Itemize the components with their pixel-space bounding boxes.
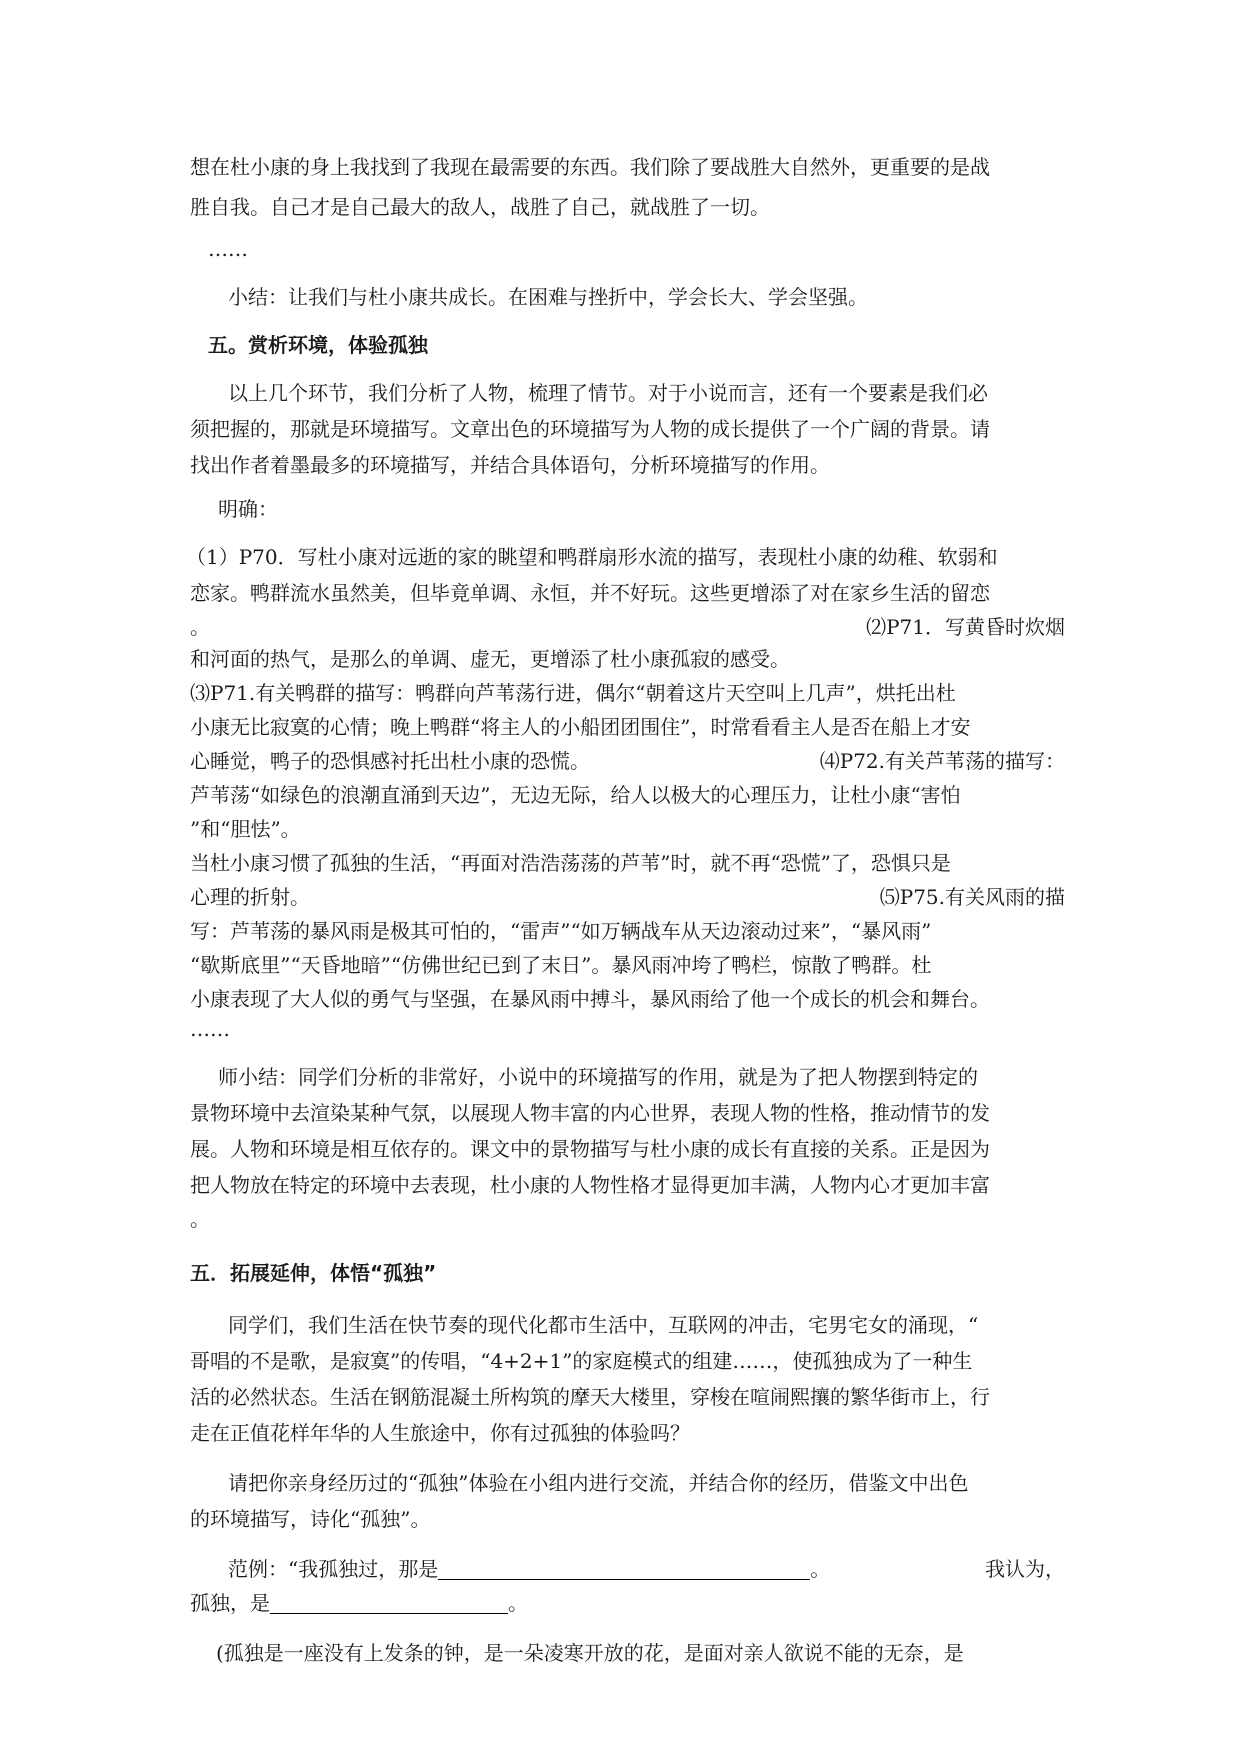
example-period: 。	[508, 1591, 528, 1615]
answer-line: 恋家。鸭群流水虽然美，但毕竟单调、永恒，并不好玩。这些更增添了对在家乡生活的留恋	[190, 581, 990, 605]
ellipsis: ……	[208, 237, 248, 261]
text-line: 的环境描写，诗化“孤独”。	[190, 1507, 431, 1531]
answer-line: 心理的折射。	[190, 885, 310, 909]
teacher-summary-line: 。	[190, 1207, 210, 1231]
answer-line: 小康表现了大人似的勇气与坚强，在暴风雨中搏斗，暴风雨给了他一个成长的机会和舞台。	[190, 987, 990, 1011]
answer-line: ⑵P71．写黄昏时炊烟	[866, 615, 1065, 639]
teacher-summary-line: 景物环境中去渲染某种气氛，以展现人物丰富的内心世界，表现人物的性格，推动情节的发	[190, 1101, 990, 1125]
section-heading: 五．拓展延伸，体悟“孤独”	[190, 1261, 437, 1285]
answer-line: 心睡觉，鸭子的恐惧感衬托出杜小康的恐慌。	[190, 749, 590, 773]
text-line: 走在正值花样年华的人生旅途中，你有过孤独的体验吗？	[190, 1421, 690, 1445]
label-mingque: 明确：	[218, 497, 278, 521]
example-prefix: 范例：“我孤独过，那是	[228, 1557, 439, 1581]
answer-line: （1）P70．写杜小康对远逝的家的眺望和鸭群扇形水流的描写，表现杜小康的幼稚、软弱和	[186, 545, 998, 569]
answer-line: 和河面的热气，是那么的单调、虚无，更增添了杜小康孤寂的感受。	[190, 647, 790, 671]
text-line: 须把握的，那就是环境描写。文章出色的环境描写为人物的成长提供了一个广阔的背景。请	[190, 417, 990, 441]
teacher-summary-line: 展。人物和环境是相互依存的。课文中的景物描写与杜小康的成长有直接的关系。正是因为	[190, 1137, 990, 1161]
answer-line: 小康无比寂寞的心情；晚上鸭群“将主人的小船团团围住”，时常看看主人是否在船上才安	[190, 715, 971, 739]
fill-blank[interactable]	[438, 1557, 810, 1580]
example-right: 我认为，	[985, 1557, 1065, 1581]
example-line	[228, 1554, 830, 1584]
text-line: (孤独是一座没有上发条的钟，是一朵凌寒开放的花，是面对亲人欲说不能的无奈，是	[216, 1641, 964, 1665]
text-line: 找出作者着墨最多的环境描写，并结合具体语句，分析环境描写的作用。	[190, 453, 830, 477]
answer-line: “歇斯底里”“天昏地暗”“仿佛世纪已到了末日”。暴风雨冲垮了鸭栏，惊散了鸭群。杜	[190, 953, 932, 977]
section-heading: 五。赏析环境，体验孤独	[208, 333, 428, 357]
answer-line: ⑶P71.有关鸭群的描写：鸭群向芦苇荡行进，偶尔“朝着这片天空叫上几声”，烘托出杜	[190, 681, 956, 705]
example-period: 。	[810, 1557, 831, 1581]
text-line: 哥唱的不是歌，是寂寞”的传唱，“4+2+1”的家庭模式的组建……，使孤独成为了一种生	[190, 1349, 973, 1373]
text-line: 胜自我。自己才是自己最大的敌人，战胜了自己，就战胜了一切。	[190, 195, 770, 219]
answer-line: ⑷P72.有关芦苇荡的描写：	[819, 749, 1065, 773]
teacher-summary-line: 把人物放在特定的环境中去表现，杜小康的人物性格才显得更加丰满，人物内心才更加丰富	[190, 1173, 990, 1197]
answer-line: 写：芦苇荡的暴风雨是极其可怕的，“雷声”“如万辆战车从天边滚动过来”，“暴风雨”	[190, 919, 932, 943]
text-line: 以上几个环节，我们分析了人物，梳理了情节。对于小说而言，还有一个要素是我们必	[228, 381, 988, 405]
text-line: 请把你亲身经历过的“孤独”体验在小组内进行交流，并结合你的经历，借鉴文中出色	[228, 1471, 969, 1495]
answer-line: ⑸P75.有关风雨的描	[879, 885, 1065, 909]
text-line: 想在杜小康的身上我找到了我现在最需要的东西。我们除了要战胜大自然外，更重要的是战	[190, 155, 990, 179]
text-line: 活的必然状态。生活在钢筋混凝土所构筑的摩天大楼里，穿梭在喧闹熙攘的繁华街市上，行	[190, 1385, 990, 1409]
ellipsis: ……	[190, 1017, 230, 1041]
fill-blank[interactable]	[270, 1591, 508, 1614]
example-prefix: 孤独，是	[190, 1591, 270, 1615]
answer-line: 芦苇荡“如绿色的浪潮直涌到天边”，无边无际，给人以极大的心理压力，让杜小康“害怕	[190, 783, 961, 807]
answer-line: ”和“胆怯”。	[190, 817, 301, 841]
answer-line: 当杜小康习惯了孤独的生活，“再面对浩浩荡荡的芦苇”时，就不再“恐慌”了，恐惧只是	[190, 851, 951, 875]
answer-line: 。	[190, 615, 210, 639]
summary-line: 小结：让我们与杜小康共成长。在困难与挫折中，学会长大、学会坚强。	[228, 285, 868, 309]
text-line: 同学们，我们生活在快节奏的现代化都市生活中，互联网的冲击，宅男宅女的涌现，“	[228, 1313, 979, 1337]
example-line	[190, 1588, 528, 1618]
teacher-summary-line: 师小结：同学们分析的非常好，小说中的环境描写的作用，就是为了把人物摆到特定的	[218, 1065, 978, 1089]
